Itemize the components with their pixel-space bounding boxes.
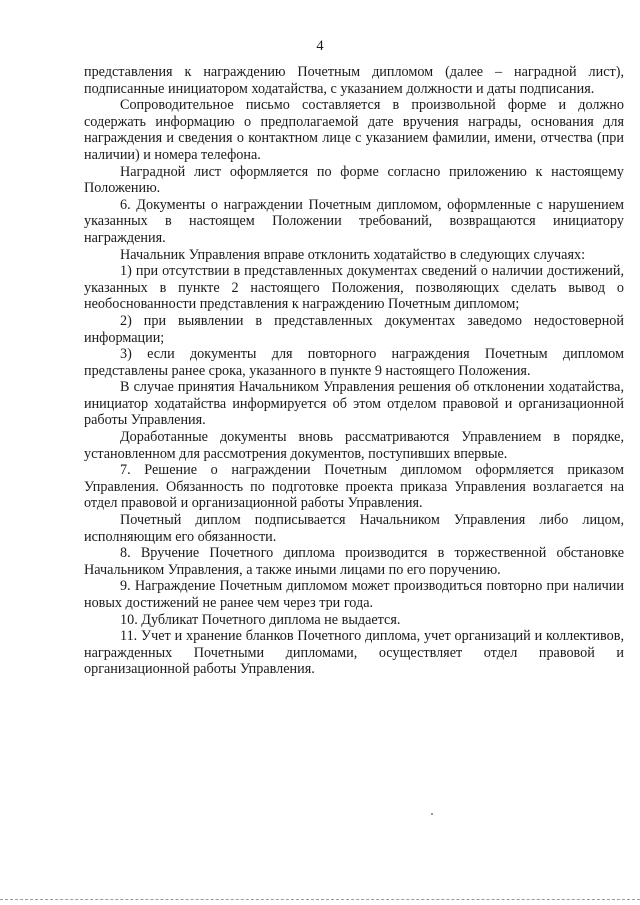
paragraph-revised-documents: Доработанные документы вновь рассматриваются Управлением в порядке, установленном для рассмотрения документов, поступивших впервые.: [84, 429, 624, 462]
paragraph-item-8: 8. Вручение Почетного диплома производится в торжественной обстановке Начальником Управления, а также иными лицами по его поручению.: [84, 545, 624, 578]
document-body: [84, 64, 624, 678]
paragraph-case-3: 3) если документы для повторного награждения Почетным дипломом представлены ранее срока, указанного в пункте 9 настоящего Положения.: [84, 346, 624, 379]
paragraph-item-7: 7. Решение о награждении Почетным дипломом оформляется приказом Управления. Обязанность по подготовке проекта приказа Управления возлагается на отдел правовой и организационной работы Управления.: [84, 462, 624, 512]
paragraph-case-1: 1) при отсутствии в представленных документах сведений о наличии достижений, указанных в пункте 2 настоящего Положения, позволяющих сделать вывод о необоснованности представления к награждению Почетным дипломом;: [84, 263, 624, 313]
paragraph-item-9: 9. Награждение Почетным дипломом может производиться повторно при наличии новых достижений не ранее чем через три года.: [84, 578, 624, 611]
paragraph-case-2: 2) при выявлении в представленных документах заведомо недостоверной информации;: [84, 312, 624, 346]
paragraph-signature: Почетный диплом подписывается Начальником Управления либо лицом, исполняющим его обязанности.: [84, 512, 624, 545]
paragraph-continuation: представления к награждению Почетным дипломом (далее – наградной лист), подписанные инициатором ходатайства, с указанием должности и даты подписания.: [84, 64, 624, 97]
paragraph-rejection-notice: В случае принятия Начальником Управления решения об отклонении ходатайства, инициатор ходатайства информируется об этом отделом правовой и организационной работы Управления.: [84, 379, 624, 429]
bottom-scan-edge: [0, 899, 640, 900]
paragraph-item-11: 11. Учет и хранение бланков Почетного диплома, учет организаций и коллективов, награжденных Почетными дипломами, осуществляет отдел правовой и организационной работы Управления.: [84, 628, 624, 678]
paragraph-item-6: 6. Документы о награждении Почетным дипломом, оформленные с нарушением указанных в настоящем Положении требований, возвращаются инициатору награждения.: [84, 196, 624, 246]
paragraph-item-10: 10. Дубликат Почетного диплома не выдается.: [120, 611, 401, 628]
paragraph-award-sheet: Наградной лист оформляется по форме согласно приложению к настоящему Положению.: [84, 163, 624, 197]
paragraph-cover-letter: Сопроводительное письмо составляется в произвольной форме и должно содержать информацию о предполагаемой дате вручения награды, основания для награждения и сведения о контактном лице с указанием фамилии, имени, отчества (при наличии) и номера телефона.: [84, 97, 624, 163]
page-number: 4: [316, 38, 324, 54]
scan-speck: [431, 813, 433, 815]
paragraph-rejection-cases: Начальник Управления вправе отклонить ходатайство в следующих случаях:: [120, 246, 586, 263]
